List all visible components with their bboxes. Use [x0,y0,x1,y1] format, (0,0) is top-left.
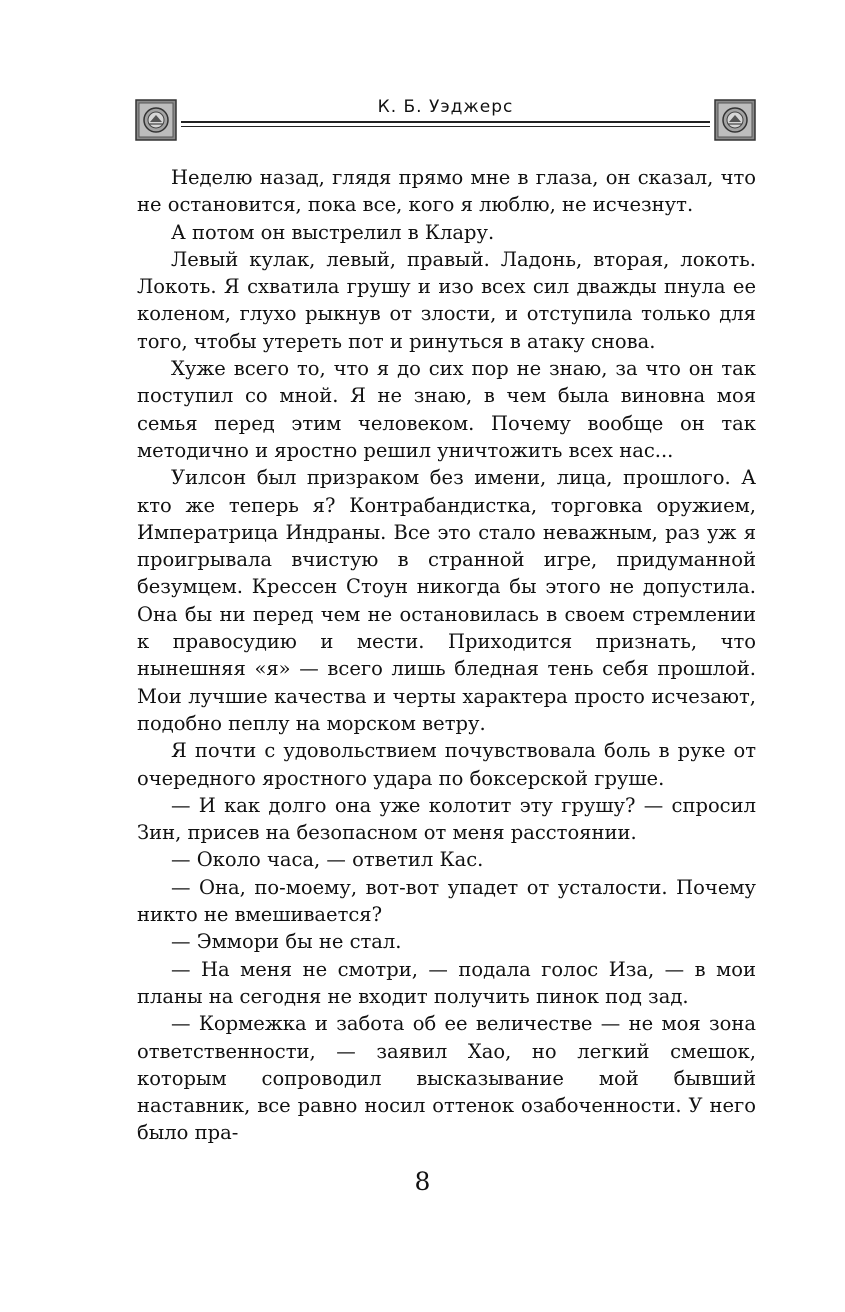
paragraph: — Она, по-моему, вот-вот упадет от усталости. Почему никто не вмешивается? [137,875,756,927]
body-text [137,164,756,1147]
paragraph: Левый кулак, левый, правый. Ладонь, вторая, локоть. Локоть. Я схватила грушу и изо всех сил дважды пнула ее коленом, глухо рыкнув от злости, и отступила только для того, чтобы утереть пот и ринуться в атаку снова. [137,247,756,353]
paragraph: — На меня не смотри, — подала голос Иза, — в мои планы на сегодня не входит получить пинок под зад. [137,957,756,1008]
seal-emblem-icon [135,99,177,141]
header-rule [181,121,710,123]
paragraph: — Около часа, — ответил Кас. [171,848,484,872]
author-name: К. Б. Уэджерс [368,97,524,117]
paragraph: Я почти с удовольствием почувствовала боль в руке от очередного яростного удара по боксерской груше. [137,739,756,790]
running-header [135,97,756,147]
paragraph: Хуже всего то, что я до сих пор не знаю, за что он так поступил со мной. Я не знаю, в чем была виновна моя семья перед этим человеком. Почему вообще он так методично и яростно решил уничтожить всех нас... [137,357,756,462]
seal-emblem-icon [714,99,756,141]
header-rule-thin [181,126,710,127]
paragraph: А потом он выстрелил в Клару. [171,220,495,244]
paragraph: — Кормежка и забота об ее величестве — не моя зона ответственности, — заявил Хао, но легкий смешок, которым сопроводил высказывание мой бывший наставник, все равно носил оттенок озабоченности. У него было пра- [137,1012,756,1145]
paragraph: Уилсон был призраком без имени, лица, прошлого. А кто же теперь я? Контрабандистка, торговка оружием, Императрица Индраны. Все это стало неважным, раз уж я проигрывала вчистую в странной игре, придуманной безумцем. Крессен Стоун никогда бы этого не допустила. Она бы ни перед чем не остановилась в своем стремлении к правосудию и мести. Приходится признать, что нынешняя «я» — всего лишь бледная тень себя прошлой. Мои лучшие качества и черты характера просто исчезают, подобно пеплу на морском ветру. [137,466,756,735]
page-number: 8 [414,1167,431,1196]
running-head [135,97,756,117]
paragraph: — Эммори бы не стал. [171,930,402,954]
paragraph: Неделю назад, глядя прямо мне в глаза, он сказал, что не остановится, пока все, кого я люблю, не исчезнут. [137,166,756,217]
paragraph: — И как долго она уже колотит эту грушу? — спросил Зин, присев на безопасном от меня расстоянии. [137,793,756,845]
